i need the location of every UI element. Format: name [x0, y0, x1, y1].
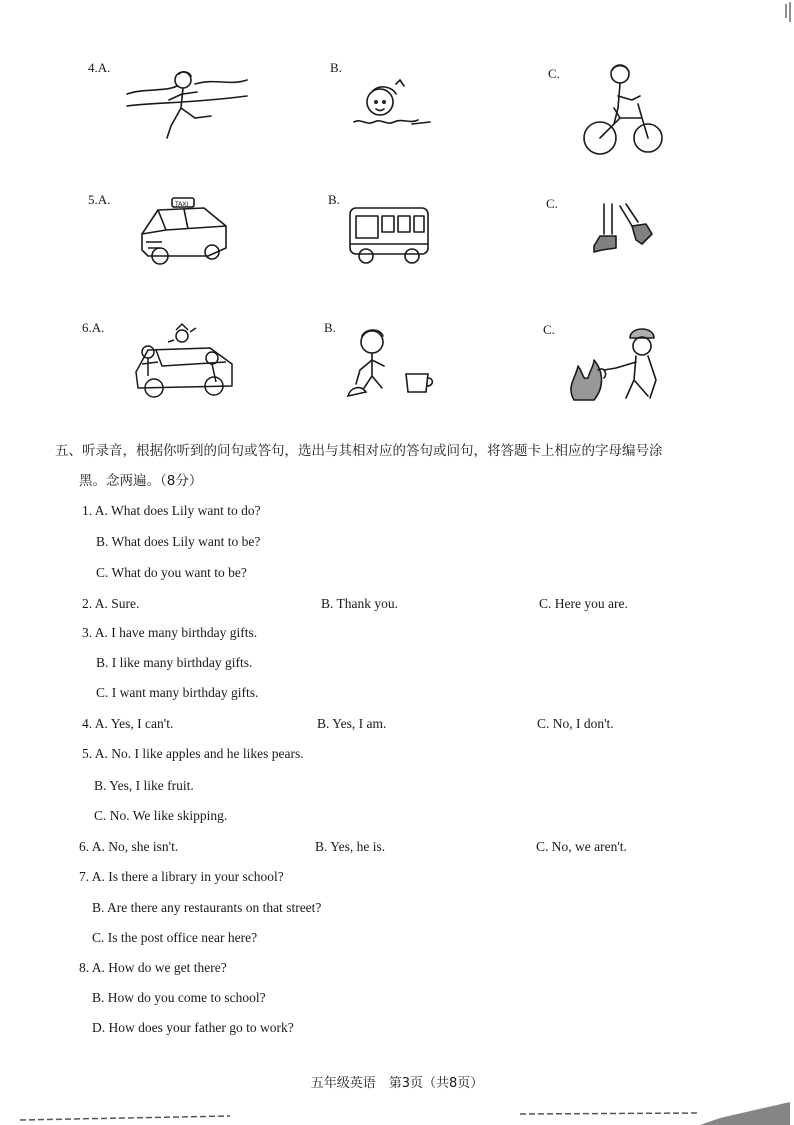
cycling-girl-icon[interactable] [582, 62, 664, 158]
question-3-option-b[interactable]: B. I like many birthday gifts. [96, 655, 253, 670]
scan-corner-decoration [778, 0, 794, 40]
firefighter-icon[interactable] [564, 322, 676, 406]
svg-text:TAXI: TAXI [175, 201, 189, 208]
picture-item-4-label: 4.A. [88, 60, 111, 75]
walking-feet-icon[interactable] [590, 202, 656, 262]
question-8-option-a[interactable]: 8. A. How do we get there? [79, 960, 227, 975]
question-2-option-c[interactable]: C. Here you are. [539, 596, 628, 611]
question-3-option-a[interactable]: 3. A. I have many birthday gifts. [82, 625, 258, 640]
washing-car-icon[interactable] [130, 322, 238, 402]
scan-edge-decoration [0, 1098, 794, 1125]
question-6-option-b[interactable]: B. Yes, he is. [315, 839, 386, 854]
picture-item-4-option-b: B. [330, 60, 342, 75]
question-7-option-c[interactable]: C. Is the post office near here? [92, 930, 258, 945]
running-boy-icon[interactable] [125, 66, 250, 146]
section-5-heading-line-2: 黑。念两遍。（8分） [79, 473, 203, 489]
question-6-option-a[interactable]: 6. A. No, she isn't. [79, 839, 179, 854]
question-2-option-b[interactable]: B. Thank you. [321, 596, 398, 611]
sweeping-boy-icon[interactable] [342, 326, 434, 398]
picture-item-6-option-b: B. [324, 320, 336, 335]
picture-item-6-option-c: C. [543, 322, 555, 337]
page-footer: 五年级英语 第3页（共8页） [310, 1076, 484, 1091]
picture-item-5-option-b: B. [328, 192, 340, 207]
question-6-option-c[interactable]: C. No, we aren't. [536, 839, 627, 854]
picture-item-5-option-c: C. [546, 196, 558, 211]
question-5-option-b[interactable]: B. Yes, I like fruit. [94, 778, 194, 793]
bus-icon[interactable] [346, 204, 432, 266]
question-7-option-b[interactable]: B. Are there any restaurants on that street? [92, 900, 322, 915]
picture-item-6-label: 6.A. [82, 320, 105, 335]
question-2-option-a[interactable]: 2. A. Sure. [82, 596, 140, 611]
question-1-option-a[interactable]: 1. A. What does Lily want to do? [82, 503, 261, 518]
question-1-option-c[interactable]: C. What do you want to be? [96, 565, 247, 580]
picture-item-4-option-c: C. [548, 66, 560, 81]
question-8-option-d[interactable]: D. How does your father go to work? [92, 1020, 294, 1035]
question-8-option-b[interactable]: B. How do you come to school? [92, 990, 266, 1005]
question-7-option-a[interactable]: 7. A. Is there a library in your school? [79, 869, 284, 884]
question-5-option-c[interactable]: C. No. We like skipping. [94, 808, 228, 823]
question-3-option-c[interactable]: C. I want many birthday gifts. [96, 685, 259, 700]
question-5-option-a[interactable]: 5. A. No. I like apples and he likes pears. [82, 746, 304, 761]
taxi-icon[interactable] [138, 194, 230, 268]
question-4-option-b[interactable]: B. Yes, I am. [317, 716, 387, 731]
question-4-option-a[interactable]: 4. A. Yes, I can't. [82, 716, 174, 731]
question-1-option-b[interactable]: B. What does Lily want to be? [96, 534, 261, 549]
picture-item-5-label: 5.A. [88, 192, 111, 207]
swimming-girl-icon[interactable] [352, 78, 432, 133]
section-5-heading-line-1: 五、听录音，根据你听到的问句或答句，选出与其相对应的答句或问句，将答题卡上相应的字母编号涂 [55, 443, 663, 459]
question-4-option-c[interactable]: C. No, I don't. [537, 716, 614, 731]
